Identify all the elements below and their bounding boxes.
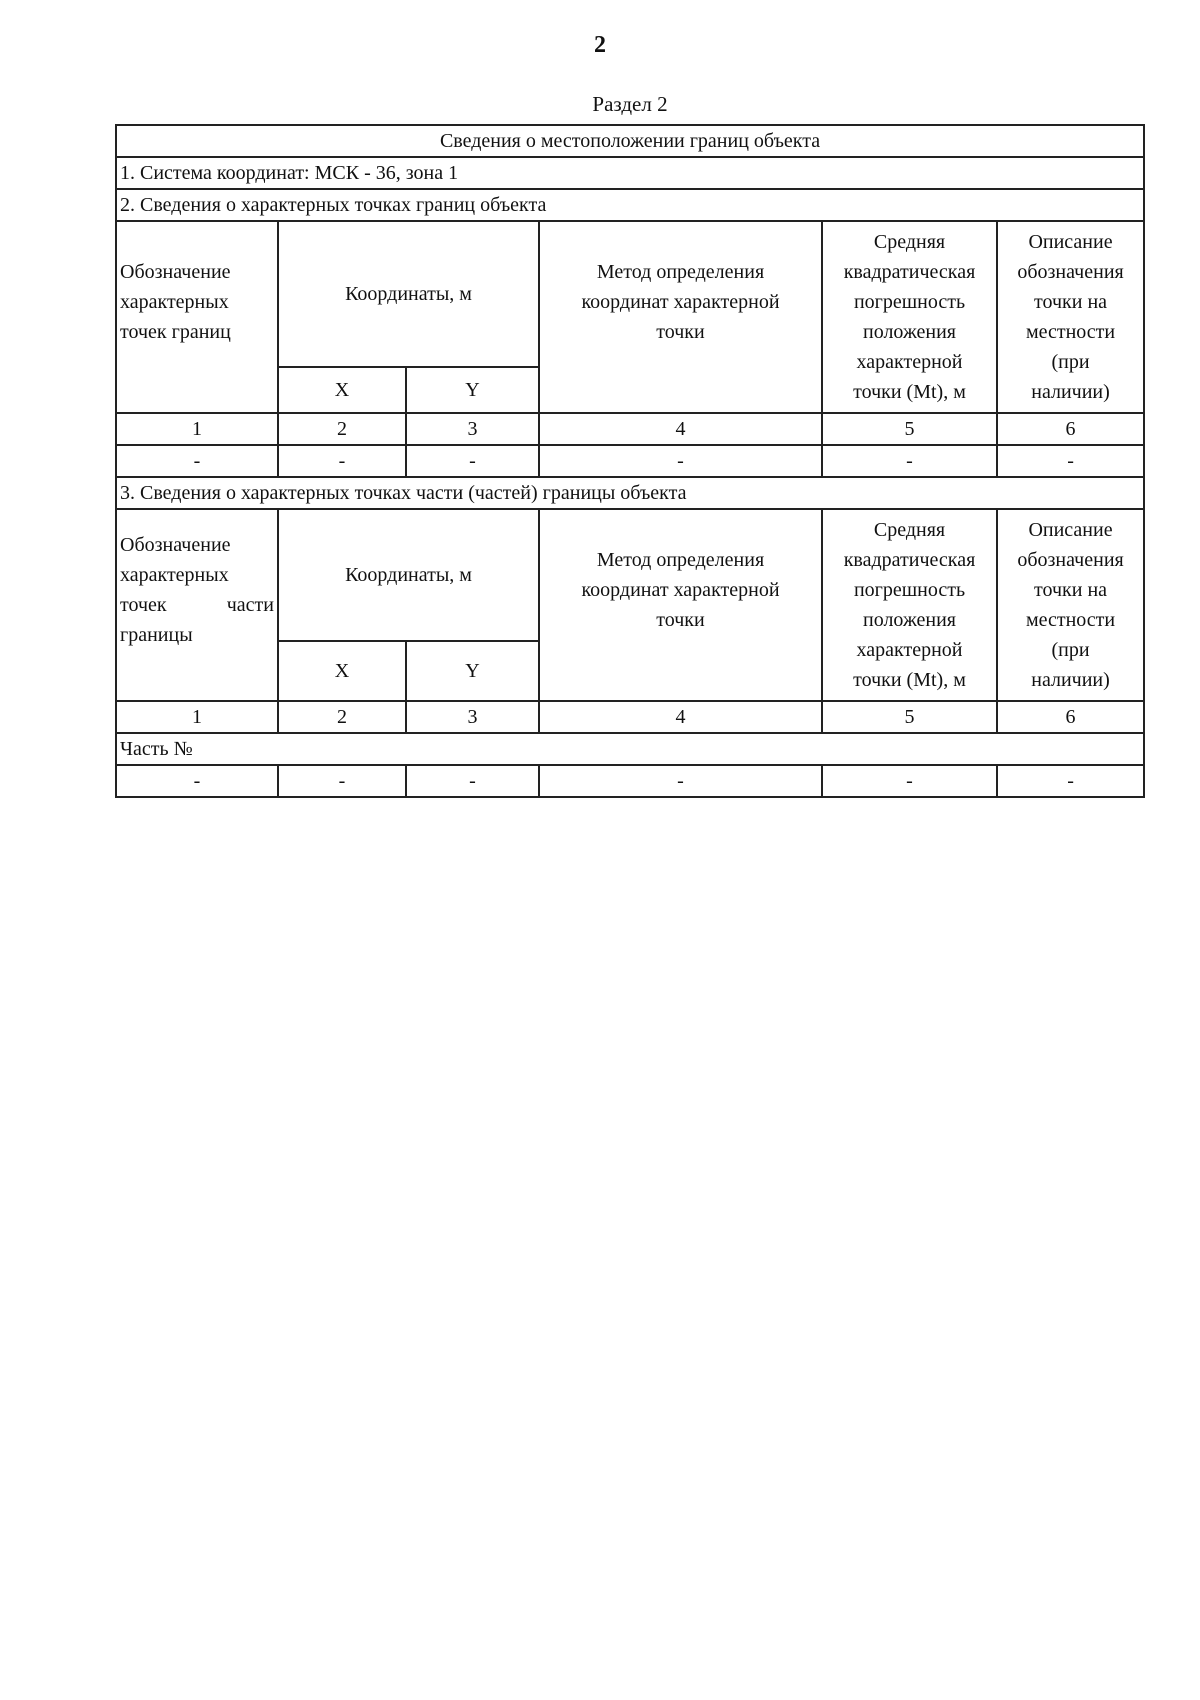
header-error: Средняя квадратическая погрешность положения характерной точки (Mt), м [822,509,997,701]
header-x: X [278,367,406,413]
section-title: Раздел 2 [592,92,668,116]
part-label: Часть № [116,733,1144,765]
header-coords: Координаты, м [278,509,539,641]
header-method: Метод определения координат характерной точки [539,221,822,413]
header-part-point-designation: Обозначение характерных точек части границы [116,509,278,701]
header-x: X [278,641,406,701]
header-point-designation: Обозначение характерных точек границ [116,221,278,413]
table-title: Сведения о местоположении границ объекта [116,125,1144,157]
section3-title: 3. Сведения о характерных точках части (частей) границы объекта [116,477,1144,509]
header-description: Описание обозначения точки на местности (при наличии) [997,221,1144,413]
boundaries-table [115,124,1145,798]
column-numbers-row: 1 2 3 4 5 6 [116,701,1144,733]
column-numbers-row: 1 2 3 4 5 6 [116,413,1144,445]
coord-system-row: 1. Система координат: МСК - 36, зона 1 [116,157,1144,189]
header-description: Описание обозначения точки на местности (при наличии) [997,509,1144,701]
header-y: Y [406,367,539,413]
section2-title: 2. Сведения о характерных точках границ объекта [116,189,1144,221]
header-method: Метод определения координат характерной точки [539,509,822,701]
table-row: - - - - - - [116,765,1144,797]
header-y: Y [406,641,539,701]
page-number: 2 [594,32,606,58]
table-row: - - - - - - [116,445,1144,477]
header-coords: Координаты, м [278,221,539,367]
header-error: Средняя квадратическая погрешность положения характерной точки (Mt), м [822,221,997,413]
